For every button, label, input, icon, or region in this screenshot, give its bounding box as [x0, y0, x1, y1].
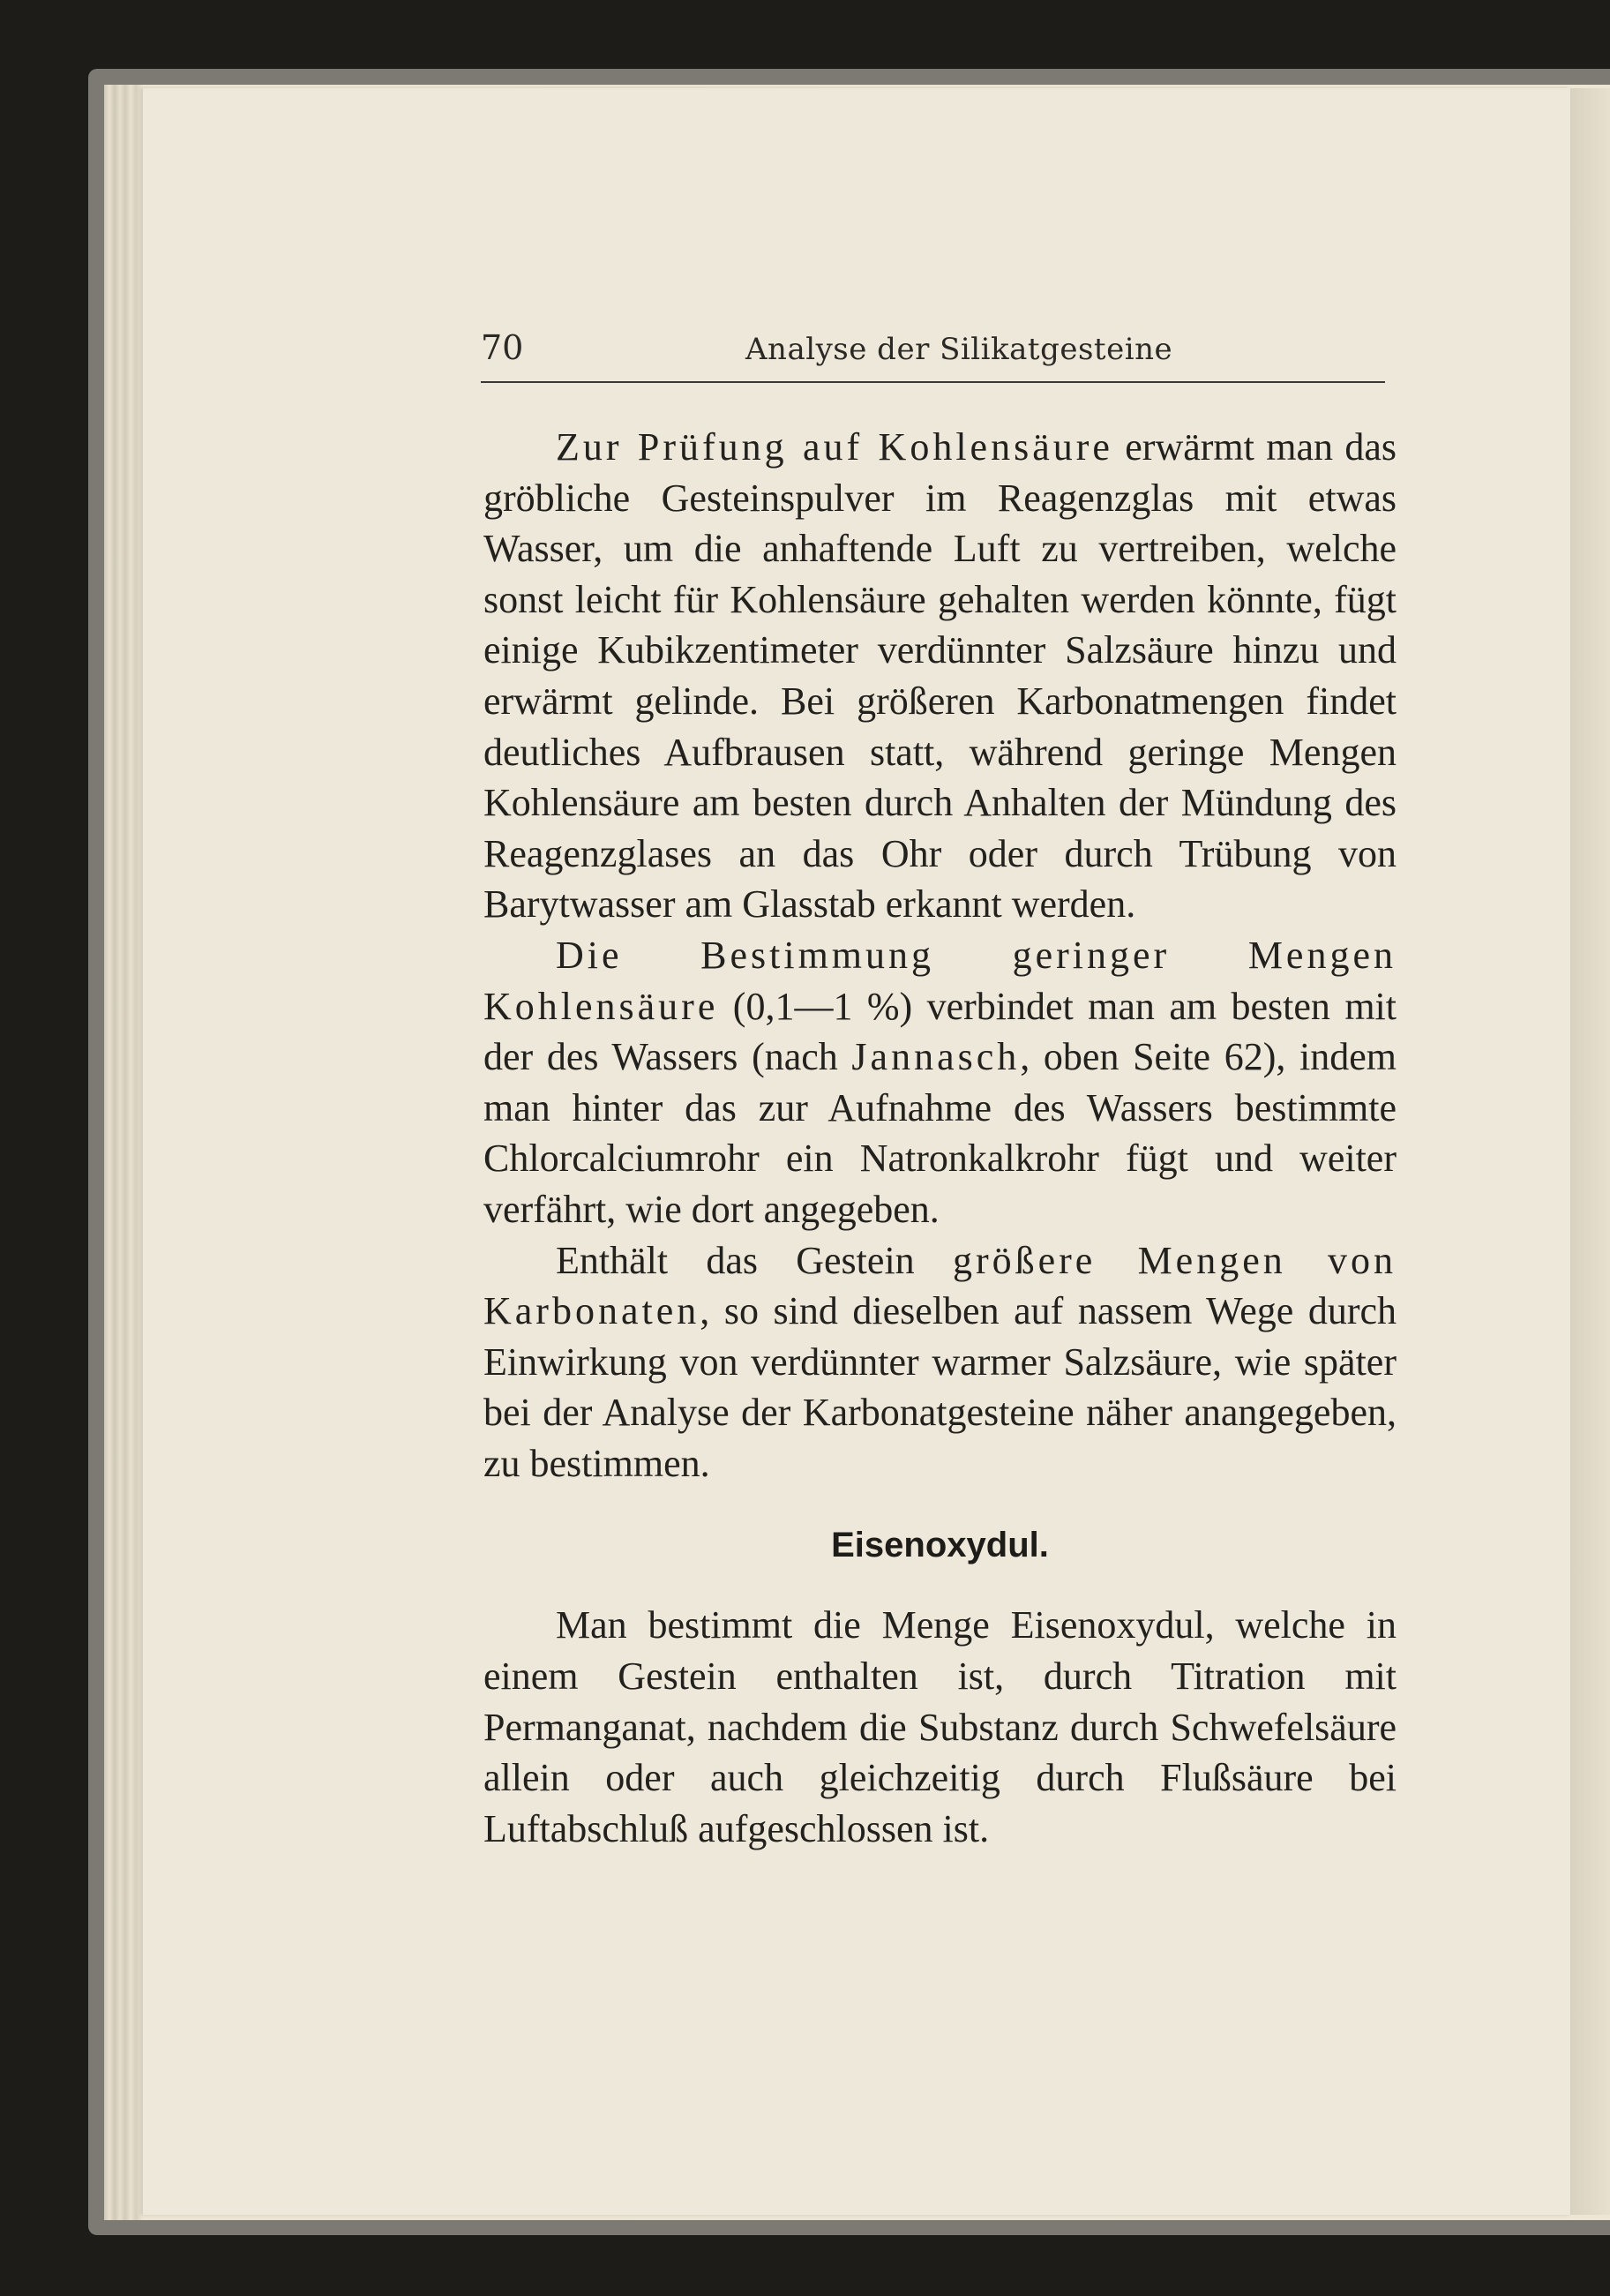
- paragraph-text: (0,1—1 %) verbindet man am besten mit der des Wassers (nach: [483, 984, 1397, 1079]
- paragraph-text-continued: , oben Seite 62), indem man hinter das zur Aufnahme des Wassers bestimmte Chlorcalciumrohr ein Natronkalkrohr fügt und weiter verfährt, wie dort angegeben.: [483, 1035, 1397, 1231]
- paragraph-text-continued: , so sind dieselben auf nassem Wege durch Einwirkung von verdünnter warmer Salzsäure, wie später bei der Analyse der Karbonatgesteine näher anangegeben, zu bestimmen.: [483, 1289, 1397, 1485]
- author-name: Jannasch: [851, 1035, 1021, 1079]
- paragraph-lead: Die Bestimmung geringer Mengen Kohlensäure: [483, 933, 1397, 1028]
- adjacent-page-edge: [1570, 88, 1610, 2215]
- paragraph-co2-determination: [483, 930, 1397, 1235]
- page-header: [481, 328, 1385, 379]
- paragraph-text: erwärmt man das gröbliche Gesteinspulver im Reagenzglas mit etwas Wasser, um die anhaftende Luft zu vertreiben, welche sonst leicht für Kohlensäure gehalten werden könnte, fügt einige Kubikzentimeter verdünnter Salzsäure hinzu und erwärmt gelinde. Bei größeren Karbonatmengen findet deutliches Aufbrausen statt, während geringe Mengen Kohlensäure am besten durch Anhalten der Mündung des Reagenzglases an das Ohr oder durch Trübung von Barytwasser am Glasstab erkannt werden.: [483, 425, 1397, 927]
- paragraph-text: Enthält das Gestein: [556, 1238, 953, 1282]
- emphasized-phrase: größere Mengen von Karbonaten: [483, 1238, 1397, 1333]
- paragraph-co2-test: [483, 422, 1397, 930]
- page-number: 70: [481, 328, 524, 367]
- section-title-eisenoxydul: Eisenoxydul.: [831, 1526, 1049, 1565]
- running-title: Analyse der Silikatgesteine: [745, 332, 1173, 367]
- paragraph-lead: Zur Prüfung auf Kohlensäure: [556, 425, 1113, 469]
- paragraph-eisenoxydul: Man bestimmt die Menge Eisenoxydul, welche in einem Gestein enthalten ist, durch Titration mit Permanganat, nachdem die Substanz durch Schwefelsäure allein oder auch gleichzeitig durch Flußsäure bei Luftabschluß aufgeschlossen ist.: [483, 1603, 1397, 1850]
- page-body: [483, 422, 1397, 1854]
- paragraph-carbonates: [483, 1235, 1397, 1489]
- header-rule: [481, 381, 1385, 383]
